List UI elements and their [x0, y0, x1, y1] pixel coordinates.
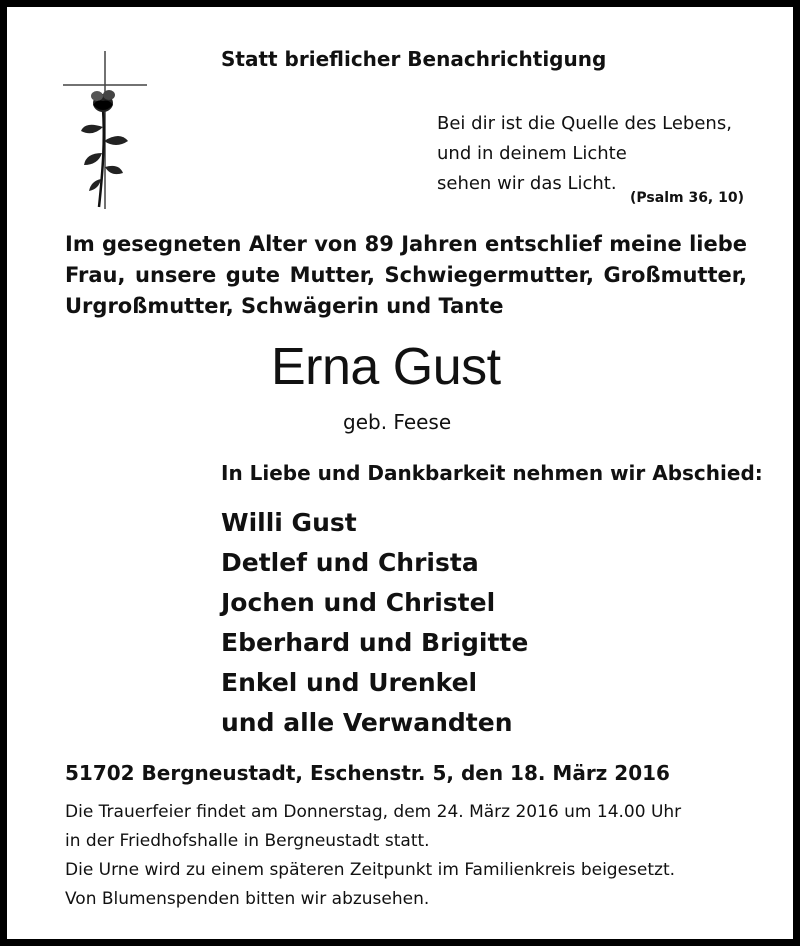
- verse-line: sehen wir das Licht.: [437, 173, 617, 194]
- verse-line: und in deinem Lichte: [437, 143, 627, 164]
- mourner-item: und alle Verwandten: [221, 708, 513, 737]
- mourners-list: [221, 503, 528, 743]
- service-notice: [65, 798, 681, 914]
- maiden-name: geb. Feese: [343, 410, 452, 434]
- intro-line: Im gesegneten Alter von 89 Jahren entschlief meine liebe: [65, 232, 747, 256]
- deceased-name: Erna Gust: [271, 338, 501, 396]
- place-date: 51702 Bergneustadt, Eschenstr. 5, den 18. März 2016: [65, 761, 670, 785]
- verse-reference: (Psalm 36, 10): [630, 190, 745, 206]
- bible-verse: [437, 109, 732, 199]
- verse-line: Bei dir ist die Quelle des Lebens,: [437, 113, 732, 134]
- mourner-item: Willi Gust: [221, 508, 357, 537]
- mourner-item: Enkel und Urenkel: [221, 668, 478, 697]
- intro-paragraph: [65, 229, 747, 322]
- mourner-item: Eberhard und Brigitte: [221, 628, 529, 657]
- cross-with-rose-icon: [59, 49, 159, 214]
- intro-line: Urgroßmutter, Schwägerin und Tante: [65, 294, 504, 318]
- notice-line: Die Urne wird zu einem späteren Zeitpunkt im Familienkreis beigesetzt.: [65, 860, 676, 880]
- mourner-item: Detlef und Christa: [221, 548, 479, 577]
- notice-line: Von Blumenspenden bitten wir abzusehen.: [65, 889, 430, 909]
- notice-line: in der Friedhofshalle in Bergneustadt statt.: [65, 831, 430, 851]
- intro-line: Frau, unsere gute Mutter, Schwiegermutter, Großmutter,: [65, 263, 747, 287]
- mourner-item: Jochen und Christel: [221, 588, 496, 617]
- farewell-line: In Liebe und Dankbarkeit nehmen wir Abschied:: [221, 461, 763, 485]
- header-text: Statt brieflicher Benachrichtigung: [221, 47, 607, 71]
- notice-line: Die Trauerfeier findet am Donnerstag, dem 24. März 2016 um 14.00 Uhr: [65, 802, 682, 822]
